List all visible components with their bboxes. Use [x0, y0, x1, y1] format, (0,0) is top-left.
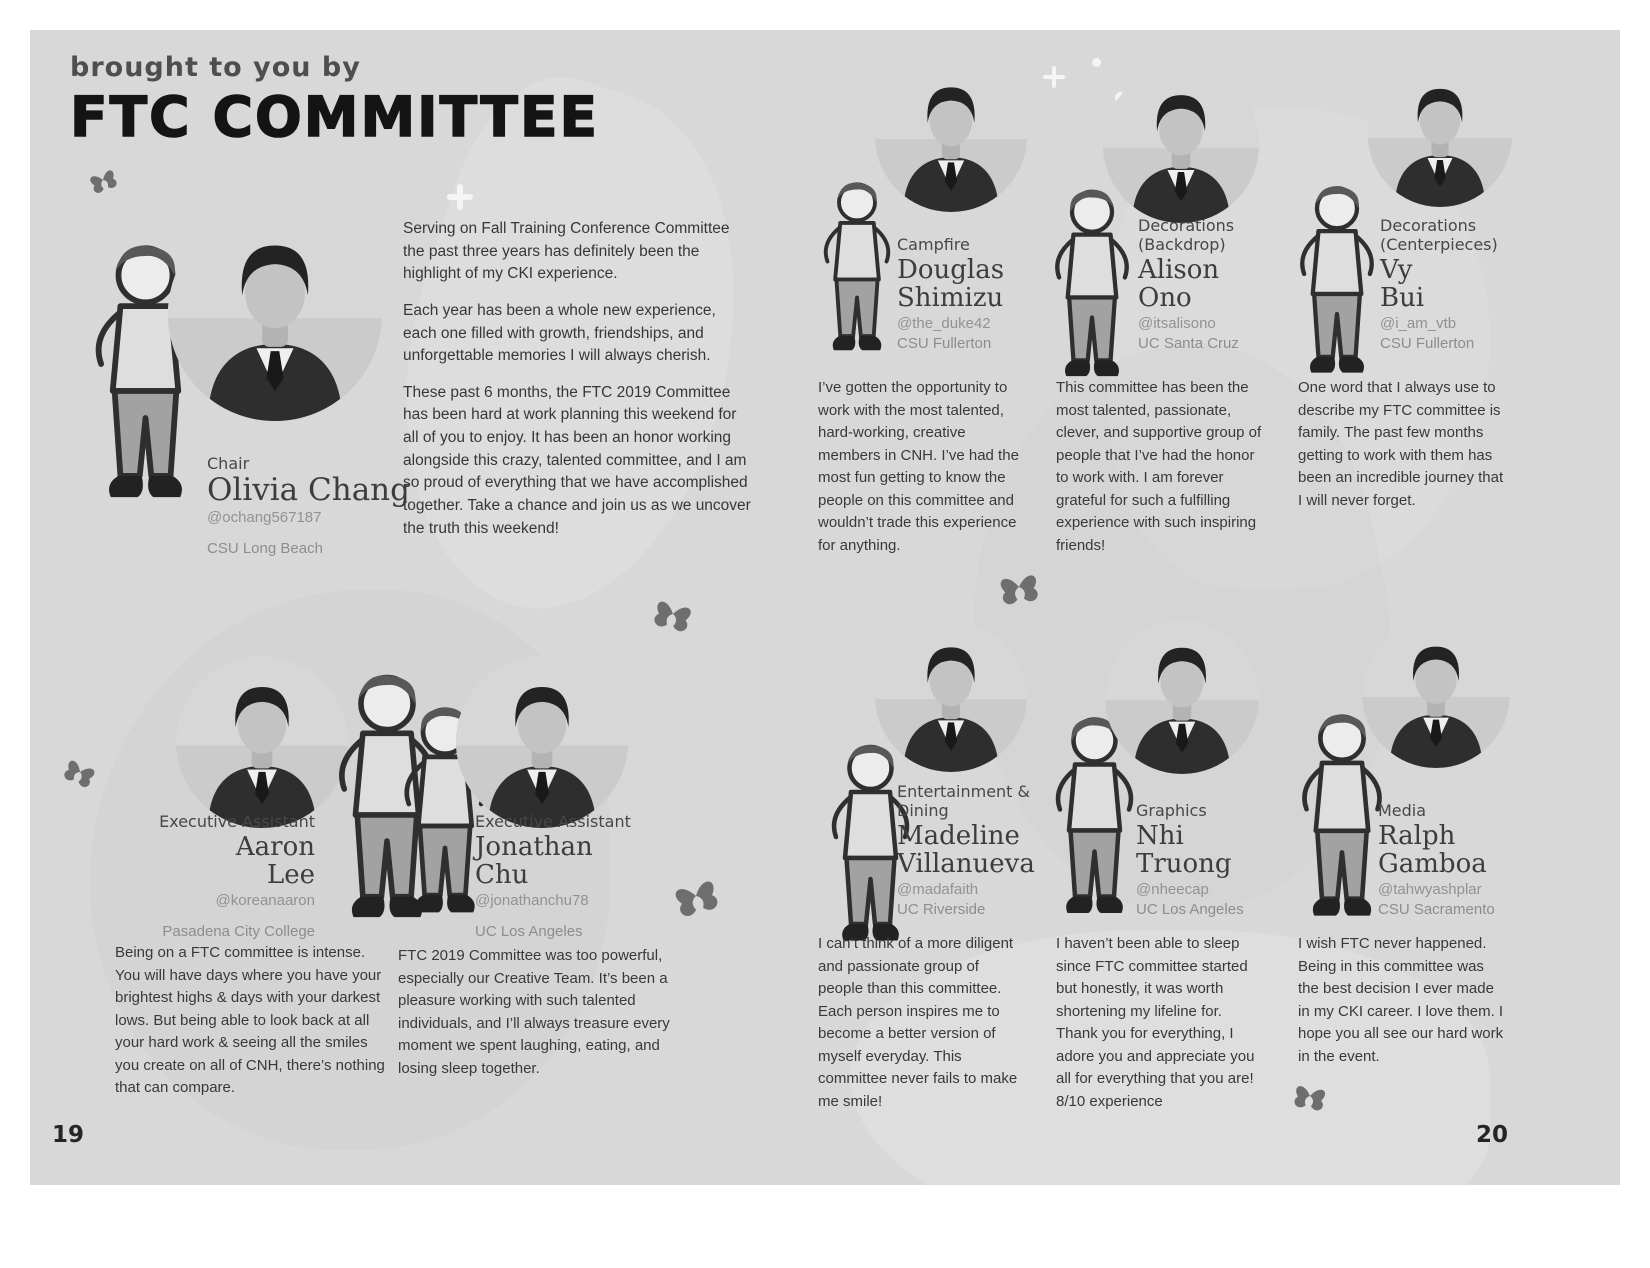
member-photo: [1105, 620, 1259, 774]
member-name: Alison Ono: [1138, 254, 1220, 313]
assistant-quote: Being on a FTC committee is intense. You will have days where you have your brightest highs & days with your darkest lows. But being able to look back at all your hard work & seeing all the smiles you create on all of CNH, there’s nothing that can compare.: [115, 944, 385, 1096]
assistant-name: Aaron Lee: [235, 831, 315, 890]
member-handle: @tahwyashplar: [1378, 881, 1482, 898]
portrait-silhouette: [456, 656, 628, 828]
member-quote: I’ve gotten the opportunity to work with the most talented, hard-working, creative members in CNH. I’ve had the most fun getting to know the people on this committee and wouldn’t trade this experience for anything.: [818, 379, 1019, 554]
chair-photo: [168, 207, 382, 421]
member-card: [1048, 615, 1288, 1145]
member-school: UC Santa Cruz: [1138, 335, 1239, 352]
portrait-silhouette: [168, 207, 382, 421]
chair-name: Olivia Chang: [207, 471, 410, 508]
member-school: CSU Sacramento: [1378, 901, 1495, 918]
member-info: [1138, 216, 1298, 352]
member-role-label: Decorations (Centerpieces): [1380, 215, 1498, 255]
member-quote: I haven’t been able to sleep since FTC committee started but honestly, it was worth shortening my lifeline for. Thank you for everything, I adore you and appreciate you all for everything that you are! 8/10 experience: [1056, 935, 1255, 1110]
member-role-label: Entertainment & Dining: [897, 781, 1031, 821]
member-info: [1136, 801, 1296, 918]
member-quote: One word that I always use to describe my FTC committee is family. The past few months getting to work with them has been an incredible journey that I will never forget.: [1298, 379, 1504, 509]
member-name: Nhi Truong: [1136, 820, 1232, 879]
chair-bio: [403, 218, 753, 554]
member-info: [1378, 801, 1538, 918]
member-card: [1048, 55, 1288, 575]
member-handle: @the_duke42: [897, 315, 991, 332]
member-card: [1290, 55, 1530, 575]
member-school: UC Riverside: [897, 901, 986, 918]
member-card: [1290, 615, 1530, 1145]
member-photo: [875, 620, 1027, 772]
member-info: [897, 782, 1057, 918]
chair-role-label: Chair: [207, 454, 250, 473]
portrait-silhouette: [1105, 620, 1259, 774]
assistant-handle: @jonathanchu78: [475, 891, 589, 909]
member-handle: @i_am_vtb: [1380, 315, 1457, 332]
portrait-silhouette: [1368, 63, 1512, 207]
member-doodle-illustration: [1287, 175, 1387, 393]
member-doodle-illustration: [812, 173, 902, 368]
chair-bio-paragraph: Each year has been a whole new experience, each one filled with growth, friendships, and unforgettable memories I will always cherish.: [403, 301, 716, 365]
member-handle: @itsalisono: [1138, 315, 1216, 332]
page-number-right: 20: [1476, 1122, 1509, 1148]
sparkle-icon: [447, 184, 473, 210]
assistant-role-label: Executive Assistant: [159, 812, 315, 831]
page-header: [70, 52, 599, 149]
member-school: CSU Fullerton: [1380, 335, 1475, 352]
member-school: UC Los Angeles: [1136, 901, 1244, 918]
member-name: Douglas Shimizu: [897, 254, 1005, 313]
member-school: CSU Fullerton: [897, 335, 992, 352]
member-quote: This committee has been the most talented, passionate, clever, and supportive group of people that I’ve had the honor to work with. I am forever grateful for such a fulfilling experience with such inspiring friends!: [1056, 379, 1262, 554]
butterfly-icon: [58, 750, 103, 795]
member-photo: [456, 656, 628, 828]
butterfly-icon: [666, 866, 725, 925]
butterfly-icon: [648, 589, 699, 640]
chair-bio-paragraph: Serving on Fall Training Conference Committee the past three years has definitely been the highlight of my CKI experience.: [403, 220, 730, 283]
portrait-silhouette: [1103, 67, 1259, 223]
assistant-role-label: Executive Assistant: [475, 812, 631, 831]
portrait-silhouette: [875, 620, 1027, 772]
portrait-silhouette: [875, 60, 1027, 212]
page-number-left: 19: [52, 1122, 85, 1148]
member-role-label: Graphics: [1136, 801, 1207, 821]
member-name: Ralph Gamboa: [1378, 820, 1487, 879]
header-kicker: brought to you by: [70, 52, 361, 83]
member-card: [810, 55, 1050, 575]
member-photo: [875, 60, 1027, 212]
member-role-label: Decorations (Backdrop): [1138, 215, 1235, 255]
member-quote: I can’t think of a more diligent and passionate group of people than this committee. Each person inspires me to become a better version of myself everyday. This committee never fails to make me smile!: [818, 935, 1018, 1110]
chair-handle: @ochang567187: [207, 509, 322, 527]
member-role-label: Campfire: [897, 235, 970, 255]
chair-bio-paragraph: These past 6 months, the FTC 2019 Committee has been hard at work planning this weekend for all of you to enjoy. It has been an honor working alongside this crazy, talented committee, and I am so proud of everything that we have accomplished together. Take a chance and join us as we uncover the truth this weekend!: [403, 383, 751, 537]
member-photo: [1362, 620, 1510, 768]
assistant-info: [138, 812, 315, 940]
assistant-name: Jonathan Chu: [475, 831, 593, 890]
member-quote: I wish FTC never happened. Being in this committee was the best decision I ever made in my CKI career. I love them. I hope you all see our hard work in the event.: [1298, 935, 1504, 1065]
member-photo: [1368, 63, 1512, 207]
assistant-school: UC Los Angeles: [475, 922, 583, 940]
member-handle: @nheecap: [1136, 881, 1209, 898]
chair-school: CSU Long Beach: [207, 540, 323, 558]
member-doodle-illustration: [1042, 180, 1142, 395]
chair-info: [207, 454, 427, 557]
member-photo: [1103, 67, 1259, 223]
page-title: FTC COMMITTEE: [70, 85, 600, 149]
assistant-quote: FTC 2019 Committee was too powerful, especially our Creative Team. It’s been a pleasure working with such talented individuals, and I’ll always treasure every moment we spent laughing, eating, and losing sleep together.: [398, 947, 670, 1077]
member-info: [897, 235, 1057, 352]
page-spread: [30, 30, 1620, 1185]
member-handle: @madafaith: [897, 881, 979, 898]
member-role-label: Media: [1378, 801, 1427, 821]
member-name: Vy Bui: [1380, 254, 1425, 313]
assistant-handle: @koreanaaron: [215, 891, 315, 909]
assistant-info: [475, 812, 675, 940]
assistant-school: Pasadena City College: [162, 922, 315, 940]
portrait-silhouette: [1362, 620, 1510, 768]
member-info: [1380, 216, 1540, 352]
member-card: [810, 615, 1050, 1145]
member-name: Madeline Villanueva: [897, 820, 1035, 879]
